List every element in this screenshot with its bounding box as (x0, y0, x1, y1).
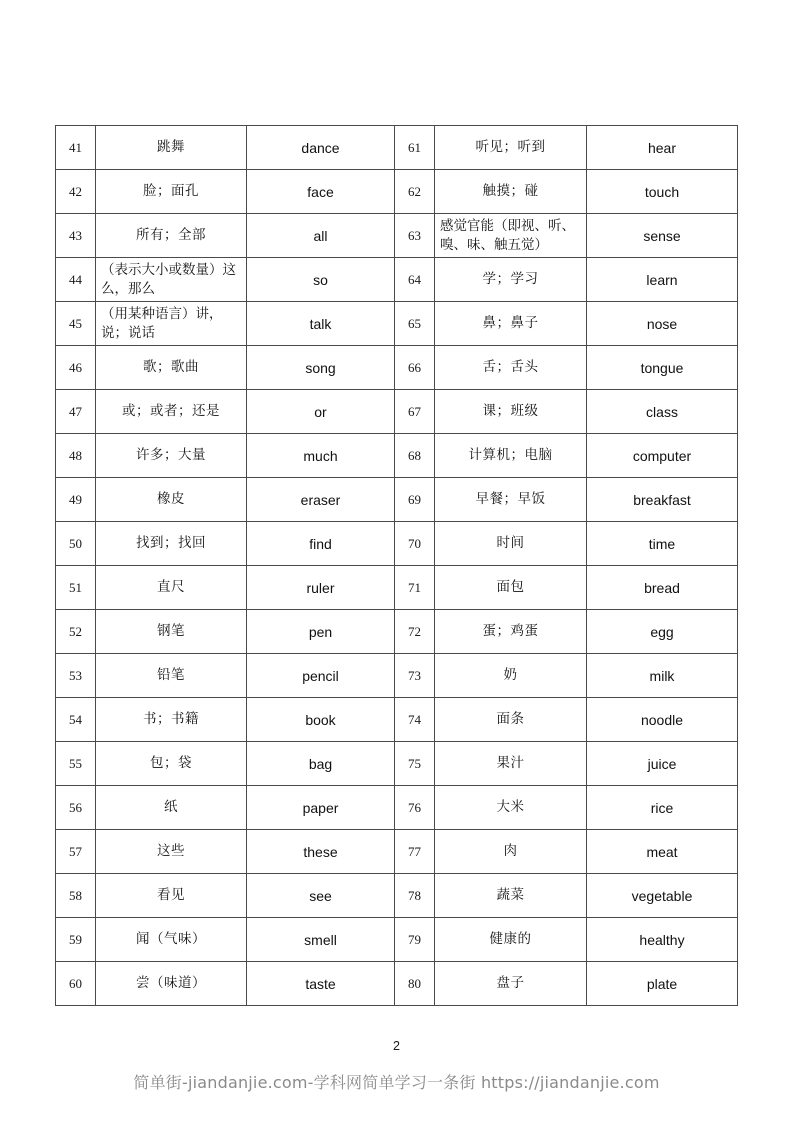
table-row (56, 126, 738, 170)
cell-chinese-right: 舌；舌头 (435, 346, 587, 390)
cell-index-right: 64 (395, 258, 435, 302)
cell-chinese-left: 纸 (96, 786, 247, 830)
cell-chinese-left: 脸；面孔 (96, 170, 247, 214)
cell-english-left: or (247, 390, 395, 434)
cell-english-left: face (247, 170, 395, 214)
cell-english-right: touch (587, 170, 738, 214)
cell-english-left: pencil (247, 654, 395, 698)
cell-english-right: bread (587, 566, 738, 610)
cell-chinese-right: 蔬菜 (435, 874, 587, 918)
table-row (56, 214, 738, 258)
table-row (56, 830, 738, 874)
cell-english-left: song (247, 346, 395, 390)
table-row (56, 522, 738, 566)
cell-chinese-right: 鼻；鼻子 (435, 302, 587, 346)
cell-index-left: 58 (56, 874, 96, 918)
cell-index-left: 59 (56, 918, 96, 962)
cell-english-right: sense (587, 214, 738, 258)
cell-index-right: 61 (395, 126, 435, 170)
cell-chinese-left: 找到；找回 (96, 522, 247, 566)
cell-english-left: pen (247, 610, 395, 654)
cell-index-right: 65 (395, 302, 435, 346)
cell-index-left: 57 (56, 830, 96, 874)
cell-chinese-left: 所有；全部 (96, 214, 247, 258)
cell-index-right: 69 (395, 478, 435, 522)
cell-english-right: class (587, 390, 738, 434)
cell-english-right: plate (587, 962, 738, 1006)
cell-index-right: 74 (395, 698, 435, 742)
table-row (56, 742, 738, 786)
cell-chinese-left: 跳舞 (96, 126, 247, 170)
cell-index-left: 47 (56, 390, 96, 434)
cell-english-right: tongue (587, 346, 738, 390)
cell-chinese-right: 听见；听到 (435, 126, 587, 170)
table-row (56, 962, 738, 1006)
cell-english-right: vegetable (587, 874, 738, 918)
cell-index-right: 79 (395, 918, 435, 962)
cell-chinese-right: 早餐；早饭 (435, 478, 587, 522)
vocabulary-table (55, 125, 738, 1006)
cell-index-left: 53 (56, 654, 96, 698)
cell-english-right: meat (587, 830, 738, 874)
cell-chinese-right: 奶 (435, 654, 587, 698)
cell-english-left: so (247, 258, 395, 302)
cell-index-right: 80 (395, 962, 435, 1006)
cell-english-left: bag (247, 742, 395, 786)
cell-english-right: learn (587, 258, 738, 302)
cell-index-right: 77 (395, 830, 435, 874)
cell-english-right: milk (587, 654, 738, 698)
cell-chinese-left: 铅笔 (96, 654, 247, 698)
cell-english-right: nose (587, 302, 738, 346)
table-row (56, 874, 738, 918)
cell-index-left: 55 (56, 742, 96, 786)
table-row (56, 302, 738, 346)
cell-english-left: book (247, 698, 395, 742)
table-row (56, 654, 738, 698)
cell-english-right: healthy (587, 918, 738, 962)
cell-english-left: much (247, 434, 395, 478)
cell-chinese-right: 蛋；鸡蛋 (435, 610, 587, 654)
cell-index-right: 75 (395, 742, 435, 786)
cell-english-left: talk (247, 302, 395, 346)
cell-index-right: 73 (395, 654, 435, 698)
cell-index-right: 67 (395, 390, 435, 434)
cell-english-left: see (247, 874, 395, 918)
cell-english-right: juice (587, 742, 738, 786)
cell-english-right: egg (587, 610, 738, 654)
table-row (56, 698, 738, 742)
cell-english-left: ruler (247, 566, 395, 610)
cell-english-left: all (247, 214, 395, 258)
cell-index-left: 60 (56, 962, 96, 1006)
cell-chinese-left: 尝（味道） (96, 962, 247, 1006)
cell-chinese-right: 计算机；电脑 (435, 434, 587, 478)
cell-english-left: these (247, 830, 395, 874)
cell-chinese-right: 课；班级 (435, 390, 587, 434)
cell-index-right: 71 (395, 566, 435, 610)
cell-english-right: computer (587, 434, 738, 478)
cell-chinese-right: 肉 (435, 830, 587, 874)
cell-english-left: taste (247, 962, 395, 1006)
cell-english-right: noodle (587, 698, 738, 742)
cell-index-left: 49 (56, 478, 96, 522)
cell-chinese-left: 钢笔 (96, 610, 247, 654)
cell-chinese-right: 大米 (435, 786, 587, 830)
table-row (56, 918, 738, 962)
cell-english-left: eraser (247, 478, 395, 522)
cell-chinese-left: （用某种语言）讲，说；说话 (96, 302, 247, 346)
cell-chinese-left: 直尺 (96, 566, 247, 610)
table-row (56, 346, 738, 390)
cell-index-right: 78 (395, 874, 435, 918)
page-number: 2 (393, 1039, 400, 1053)
cell-chinese-right: 盘子 (435, 962, 587, 1006)
cell-chinese-left: 这些 (96, 830, 247, 874)
cell-chinese-right: 健康的 (435, 918, 587, 962)
cell-index-left: 45 (56, 302, 96, 346)
cell-chinese-right: 果汁 (435, 742, 587, 786)
cell-chinese-right: 触摸；碰 (435, 170, 587, 214)
cell-index-right: 66 (395, 346, 435, 390)
table-row (56, 786, 738, 830)
cell-chinese-right: 面条 (435, 698, 587, 742)
cell-index-left: 56 (56, 786, 96, 830)
table-row (56, 390, 738, 434)
cell-english-right: time (587, 522, 738, 566)
cell-index-left: 46 (56, 346, 96, 390)
cell-index-left: 44 (56, 258, 96, 302)
cell-english-left: find (247, 522, 395, 566)
cell-chinese-left: 包；袋 (96, 742, 247, 786)
vocabulary-table-body (56, 126, 738, 1006)
cell-index-left: 48 (56, 434, 96, 478)
cell-index-right: 63 (395, 214, 435, 258)
cell-chinese-left: 歌；歌曲 (96, 346, 247, 390)
cell-chinese-right: 感觉官能（即视、听、嗅、味、触五觉） (435, 214, 587, 258)
table-row (56, 170, 738, 214)
table-row (56, 434, 738, 478)
cell-chinese-right: 时间 (435, 522, 587, 566)
cell-chinese-left: 闻（气味） (96, 918, 247, 962)
cell-index-left: 51 (56, 566, 96, 610)
cell-index-left: 50 (56, 522, 96, 566)
cell-english-left: paper (247, 786, 395, 830)
cell-chinese-left: 书；书籍 (96, 698, 247, 742)
cell-index-right: 62 (395, 170, 435, 214)
table-row (56, 610, 738, 654)
cell-chinese-left: 或；或者；还是 (96, 390, 247, 434)
cell-chinese-right: 学；学习 (435, 258, 587, 302)
cell-index-left: 52 (56, 610, 96, 654)
cell-chinese-right: 面包 (435, 566, 587, 610)
cell-index-right: 68 (395, 434, 435, 478)
cell-english-right: hear (587, 126, 738, 170)
cell-index-left: 41 (56, 126, 96, 170)
cell-index-left: 43 (56, 214, 96, 258)
footer-watermark: 简单街-jiandanjie.com-学科网简单学习一条街 https://jiandanjie.com (133, 1073, 660, 1092)
cell-english-right: rice (587, 786, 738, 830)
cell-index-right: 70 (395, 522, 435, 566)
table-row (56, 566, 738, 610)
cell-english-right: breakfast (587, 478, 738, 522)
cell-index-left: 42 (56, 170, 96, 214)
cell-english-left: dance (247, 126, 395, 170)
cell-chinese-left: 橡皮 (96, 478, 247, 522)
cell-index-right: 72 (395, 610, 435, 654)
cell-chinese-left: 许多；大量 (96, 434, 247, 478)
table-row (56, 258, 738, 302)
cell-chinese-left: （表示大小或数量）这么，那么 (96, 258, 247, 302)
cell-index-right: 76 (395, 786, 435, 830)
cell-index-left: 54 (56, 698, 96, 742)
cell-chinese-left: 看见 (96, 874, 247, 918)
cell-english-left: smell (247, 918, 395, 962)
table-row (56, 478, 738, 522)
